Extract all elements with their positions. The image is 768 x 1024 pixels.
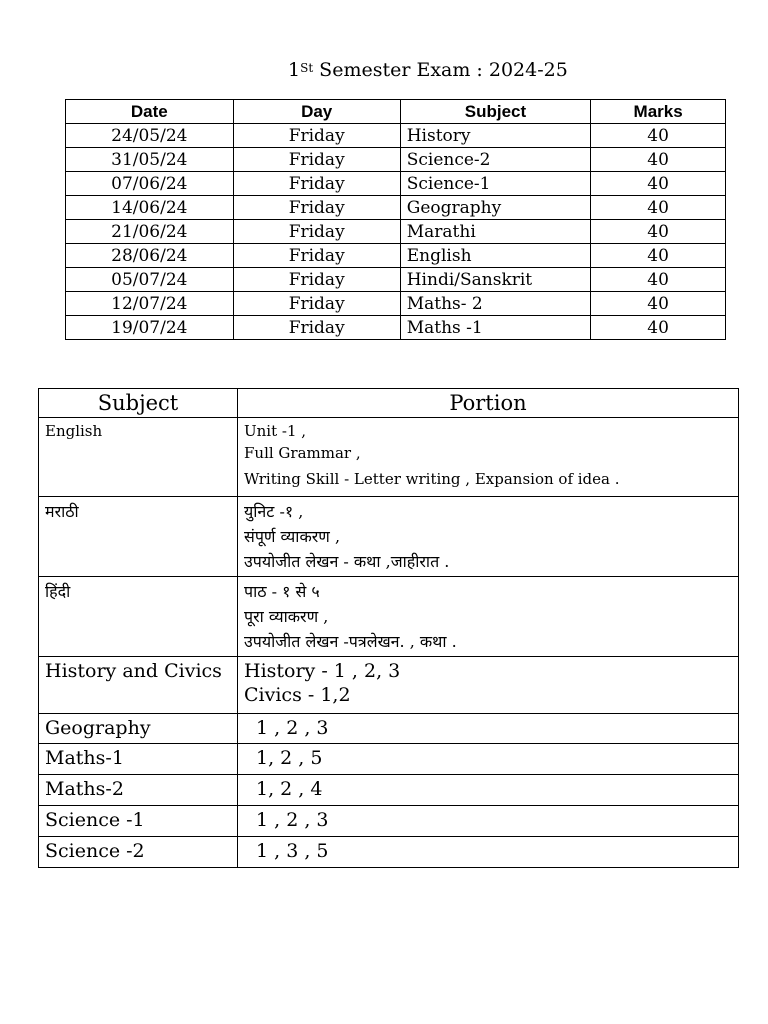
- table-row: [66, 244, 726, 268]
- portion-line: 1 , 2 , 3: [256, 809, 329, 831]
- table-row: [39, 744, 739, 775]
- date-cell: 31/05/24: [66, 148, 234, 172]
- marks-cell: 40: [591, 244, 726, 268]
- table-row: [66, 220, 726, 244]
- title-text: Semester Exam : 2024-25: [313, 59, 568, 81]
- portion-cell: [238, 657, 739, 714]
- portion-line: पूरा व्याकरण ,: [244, 607, 329, 626]
- table-row: [66, 148, 726, 172]
- subject-cell: Geography: [39, 714, 238, 744]
- page-title: [288, 56, 568, 84]
- subject-cell: मराठी: [39, 497, 238, 577]
- marks-cell: 40: [591, 292, 726, 316]
- title-lead: 1: [288, 59, 301, 81]
- portion-line: 1, 2 , 4: [256, 778, 323, 800]
- portion-line: उपयोजीत लेखन -पत्रलेखन. , कथा .: [244, 632, 457, 651]
- portion-cell: [238, 775, 739, 806]
- day-cell: Friday: [233, 220, 400, 244]
- marks-cell: 40: [591, 172, 726, 196]
- portion-line: संपूर्ण व्याकरण ,: [244, 527, 341, 546]
- marks-cell: 40: [591, 124, 726, 148]
- date-cell: 12/07/24: [66, 292, 234, 316]
- date-cell: 28/06/24: [66, 244, 234, 268]
- day-cell: Friday: [233, 316, 400, 340]
- table-row: [39, 657, 739, 714]
- subject-cell: English: [400, 244, 590, 268]
- portion-cell: [238, 714, 739, 744]
- header-day: Day: [233, 100, 400, 124]
- table-row: [66, 124, 726, 148]
- portion-table: [38, 388, 739, 868]
- header-portion: Portion: [238, 389, 739, 418]
- day-cell: Friday: [233, 244, 400, 268]
- subject-cell: Science -2: [39, 837, 238, 868]
- table-row: [66, 172, 726, 196]
- portion-cell: [238, 577, 739, 657]
- date-cell: 05/07/24: [66, 268, 234, 292]
- portion-line: युनिट -१ ,: [244, 502, 304, 521]
- portion-cell: [238, 418, 739, 497]
- marks-cell: 40: [591, 148, 726, 172]
- portion-line: पाठ - १ से ५: [244, 582, 320, 601]
- marks-cell: 40: [591, 220, 726, 244]
- table-row: [66, 292, 726, 316]
- subject-cell: Geography: [400, 196, 590, 220]
- subject-cell: Maths -1: [400, 316, 590, 340]
- subject-cell: Maths-1: [39, 744, 238, 775]
- subject-cell: Maths-2: [39, 775, 238, 806]
- date-cell: 21/06/24: [66, 220, 234, 244]
- subject-cell: Science-1: [400, 172, 590, 196]
- date-cell: 07/06/24: [66, 172, 234, 196]
- marks-cell: 40: [591, 316, 726, 340]
- portion-line: उपयोजीत लेखन - कथा ,जाहीरात .: [244, 552, 450, 571]
- table-row: [39, 497, 739, 577]
- day-cell: Friday: [233, 148, 400, 172]
- portion-header-row: [39, 389, 739, 418]
- subject-cell: Marathi: [400, 220, 590, 244]
- day-cell: Friday: [233, 268, 400, 292]
- day-cell: Friday: [233, 124, 400, 148]
- portion-line: 1, 2 , 5: [256, 747, 323, 769]
- day-cell: Friday: [233, 172, 400, 196]
- table-row: [39, 775, 739, 806]
- subject-cell: हिंदी: [39, 577, 238, 657]
- header-subject: Subject: [400, 100, 590, 124]
- portion-line: Civics - 1,2: [244, 684, 351, 706]
- subject-cell: History: [400, 124, 590, 148]
- portion-line: 1 , 2 , 3: [256, 717, 329, 739]
- marks-cell: 40: [591, 268, 726, 292]
- day-cell: Friday: [233, 196, 400, 220]
- table-row: [66, 196, 726, 220]
- table-row: [39, 714, 739, 744]
- schedule-header-row: [66, 100, 726, 124]
- date-cell: 24/05/24: [66, 124, 234, 148]
- subject-cell: English: [39, 418, 238, 497]
- table-row: [39, 577, 739, 657]
- subject-cell: History and Civics: [39, 657, 238, 714]
- portion-cell: [238, 744, 739, 775]
- portion-line: 1 , 3 , 5: [256, 840, 329, 862]
- subject-cell: Hindi/Sanskrit: [400, 268, 590, 292]
- table-row: [39, 418, 739, 497]
- portion-cell: [238, 497, 739, 577]
- date-cell: 14/06/24: [66, 196, 234, 220]
- portion-line: Full Grammar ,: [244, 444, 361, 462]
- portion-line: History - 1 , 2, 3: [244, 660, 401, 682]
- portion-line: Unit -1 ,: [244, 422, 307, 440]
- portion-line: Writing Skill - Letter writing , Expansion of idea .: [244, 470, 620, 488]
- subject-cell: Maths- 2: [400, 292, 590, 316]
- portion-cell: [238, 806, 739, 837]
- table-row: [39, 806, 739, 837]
- portion-cell: [238, 837, 739, 868]
- table-row: [66, 268, 726, 292]
- title-superscript: St: [300, 61, 314, 75]
- header-date: Date: [66, 100, 234, 124]
- header-subject: Subject: [39, 389, 238, 418]
- subject-cell: Science -1: [39, 806, 238, 837]
- exam-schedule-table: [65, 99, 726, 340]
- table-row: [39, 837, 739, 868]
- day-cell: Friday: [233, 292, 400, 316]
- marks-cell: 40: [591, 196, 726, 220]
- table-row: [66, 316, 726, 340]
- date-cell: 19/07/24: [66, 316, 234, 340]
- subject-cell: Science-2: [400, 148, 590, 172]
- header-marks: Marks: [591, 100, 726, 124]
